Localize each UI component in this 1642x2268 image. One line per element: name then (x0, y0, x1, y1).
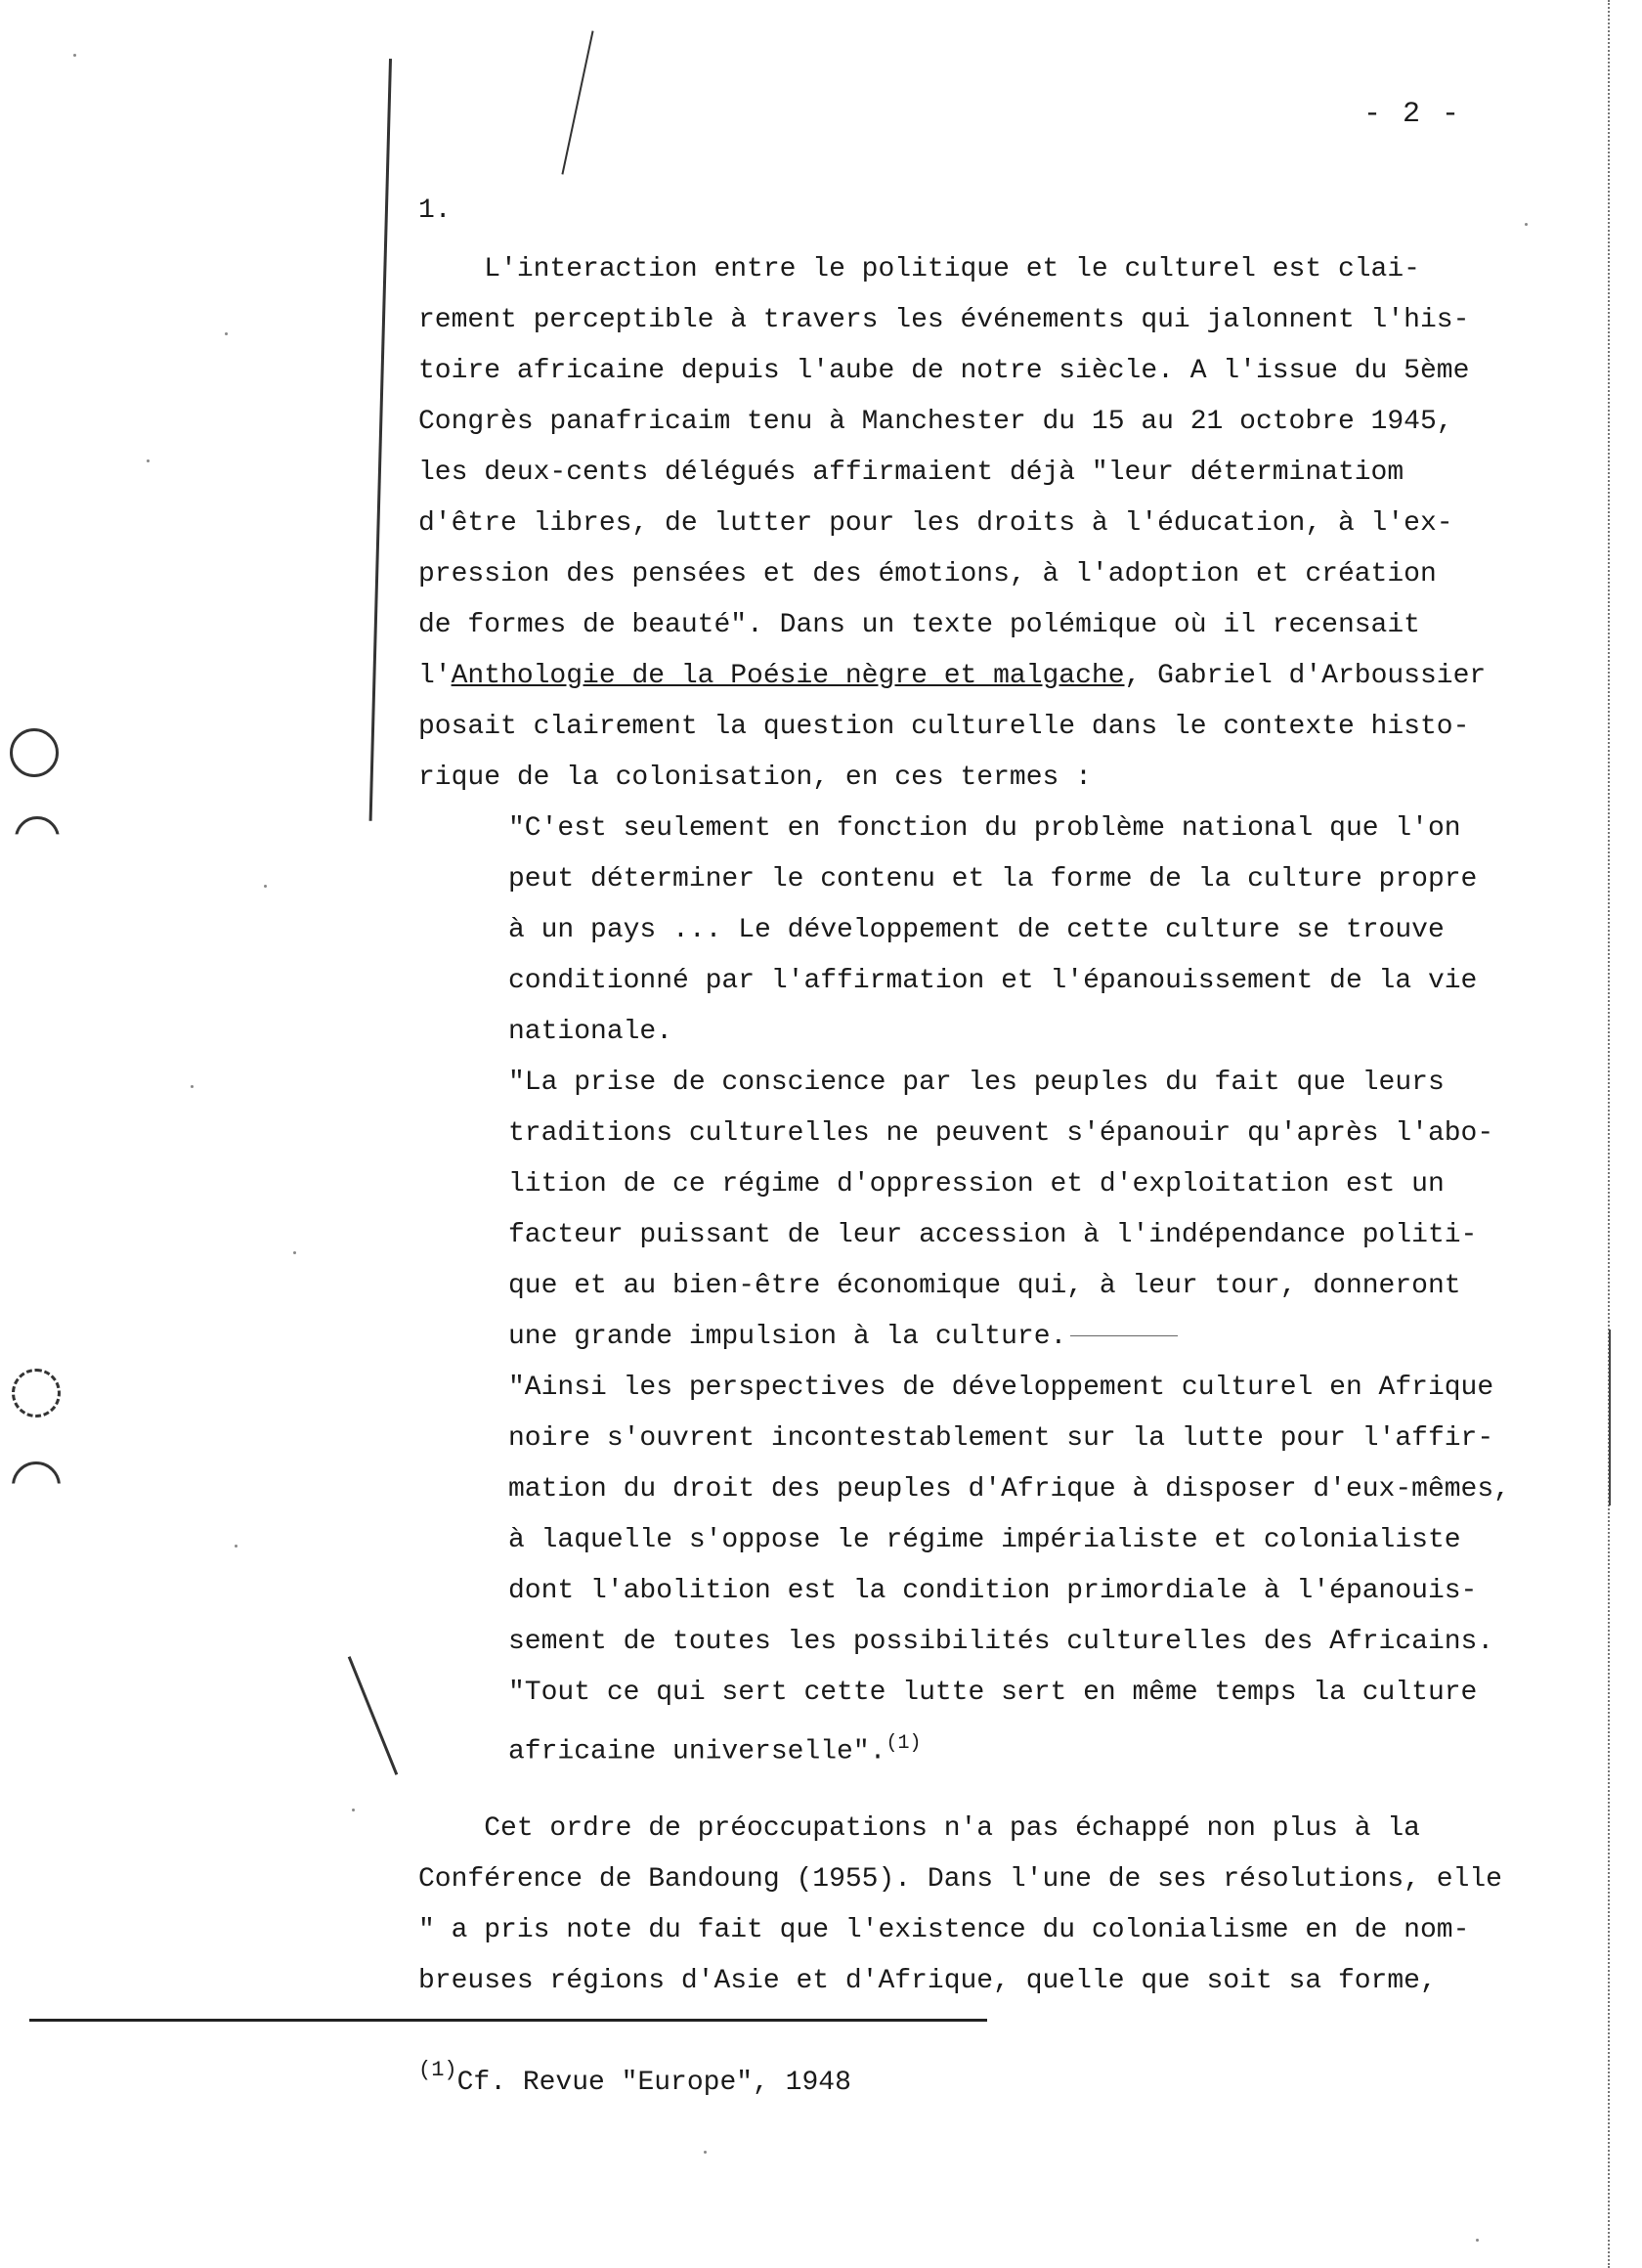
footnote-marker: (1) (418, 2058, 457, 2082)
footnote-reference: (1) (886, 1732, 922, 1755)
paragraph1-line: les deux-cents délégués affirmaient déjà "leur déterminatiom (418, 458, 1404, 488)
paragraph2-line: breuses régions d'Asie et d'Afrique, quelle que soit sa forme, (418, 1966, 1437, 1996)
punch-hole-partial (15, 816, 60, 861)
paragraph2-line: Cet ordre de préoccupations n'a pas échappé non plus à la (418, 1813, 1420, 1844)
page-number: - 2 - (1363, 98, 1462, 131)
scan-speck (225, 332, 228, 335)
paragraph1-line: posait clairement la question culturelle dans le contexte histo- (418, 712, 1470, 742)
paragraph1-line: rement perceptible à travers les événements qui jalonnent l'his- (418, 305, 1470, 335)
anthology-title: Anthologie de la Poésie nègre et malgache (451, 661, 1125, 691)
scan-speck (1476, 2239, 1479, 2242)
quote-line: que et au bien-être économique qui, à leur tour, donneront (508, 1271, 1461, 1301)
paragraph1-line: de formes de beauté". Dans un texte polémique où il recensait (418, 610, 1420, 640)
scan-speck (235, 1545, 238, 1548)
quote-line: "C'est seulement en fonction du problème national que l'on (508, 813, 1461, 844)
punch-hole (10, 728, 59, 777)
page-edge-mark (1609, 1330, 1611, 1505)
quote-line: nationale. (508, 1017, 673, 1047)
footnote-separator (29, 2019, 987, 2022)
anthology-suffix: , Gabriel d'Arboussier (1124, 661, 1487, 691)
scan-speck (352, 1809, 355, 1811)
scan-speck (73, 54, 76, 57)
quote-line: "Tout ce qui sert cette lutte sert en même temps la culture (508, 1678, 1478, 1708)
scan-speck (1525, 223, 1528, 226)
paragraph2-line: " a pris note du fait que l'existence du colonialisme en de nom- (418, 1915, 1470, 1945)
quote-line: facteur puissant de leur accession à l'indépendance politi- (508, 1220, 1478, 1250)
handwritten-dash (1070, 1335, 1178, 1336)
quote-line: mation du droit des peuples d'Afrique à disposer d'eux-mêmes, (508, 1474, 1510, 1505)
quote-line: à laquelle s'oppose le régime impérialiste et colonialiste (508, 1525, 1461, 1555)
margin-pen-line (369, 59, 392, 821)
paragraph2-line: Conférence de Bandoung (1955). Dans l'une de ses résolutions, elle (418, 1864, 1502, 1895)
footnote-text: Cf. Revue "Europe", 1948 (456, 2068, 851, 2098)
scan-speck (147, 459, 150, 462)
paragraph1-line: toire africaine depuis l'aube de notre siècle. A l'issue du 5ème (418, 356, 1470, 386)
quote-line: à un pays ... Le développement de cette culture se trouve (508, 915, 1445, 945)
margin-slash-mark (348, 1656, 398, 1775)
section-number: 1. (418, 196, 452, 226)
paragraph1-line: d'être libres, de lutter pour les droits à l'éducation, à l'ex- (418, 508, 1453, 539)
punch-hole-partial (12, 1461, 61, 1510)
quote-line (508, 1719, 921, 1777)
scan-speck (264, 885, 267, 888)
anthology-prefix: l' (418, 661, 452, 691)
quote-line: lition de ce régime d'oppression et d'exploitation est un (508, 1169, 1445, 1199)
paragraph1-line: rique de la colonisation, en ces termes : (418, 763, 1092, 793)
page-edge-dots (1608, 0, 1610, 2268)
paragraph1-line: L'interaction entre le politique et le culturel est clai- (418, 254, 1420, 284)
scan-speck (293, 1251, 296, 1254)
quote-line: dont l'abolition est la condition primordiale à l'épanouis- (508, 1576, 1478, 1606)
quote-line: "Ainsi les perspectives de développement culturel en Afrique (508, 1373, 1494, 1403)
scan-speck (704, 2151, 707, 2154)
quote-text: une grande impulsion à la culture. (508, 1322, 1067, 1352)
paragraph1-anthology-line (418, 651, 1486, 702)
punch-hole-faint (12, 1369, 61, 1418)
quote-line: sement de toutes les possibilités culturelles des Africains. (508, 1627, 1494, 1657)
scan-speck (191, 1085, 194, 1088)
quote-line: traditions culturelles ne peuvent s'épanouir qu'après l'abo- (508, 1118, 1494, 1149)
quote-line: conditionné par l'affirmation et l'épanouissement de la vie (508, 966, 1478, 996)
paragraph1-line: Congrès panafricaim tenu à Manchester du 15 au 21 octobre 1945, (418, 407, 1453, 437)
footnote (418, 2058, 851, 2098)
margin-pen-stroke (561, 30, 593, 174)
quote-line (508, 1312, 1178, 1363)
quote-text: africaine universelle". (508, 1736, 886, 1767)
paragraph1-line: pression des pensées et des émotions, à l'adoption et création (418, 559, 1437, 589)
quote-line: peut déterminer le contenu et la forme de la culture propre (508, 864, 1478, 894)
quote-line: "La prise de conscience par les peuples du fait que leurs (508, 1068, 1445, 1098)
quote-line: noire s'ouvrent incontestablement sur la lutte pour l'affir- (508, 1423, 1494, 1454)
